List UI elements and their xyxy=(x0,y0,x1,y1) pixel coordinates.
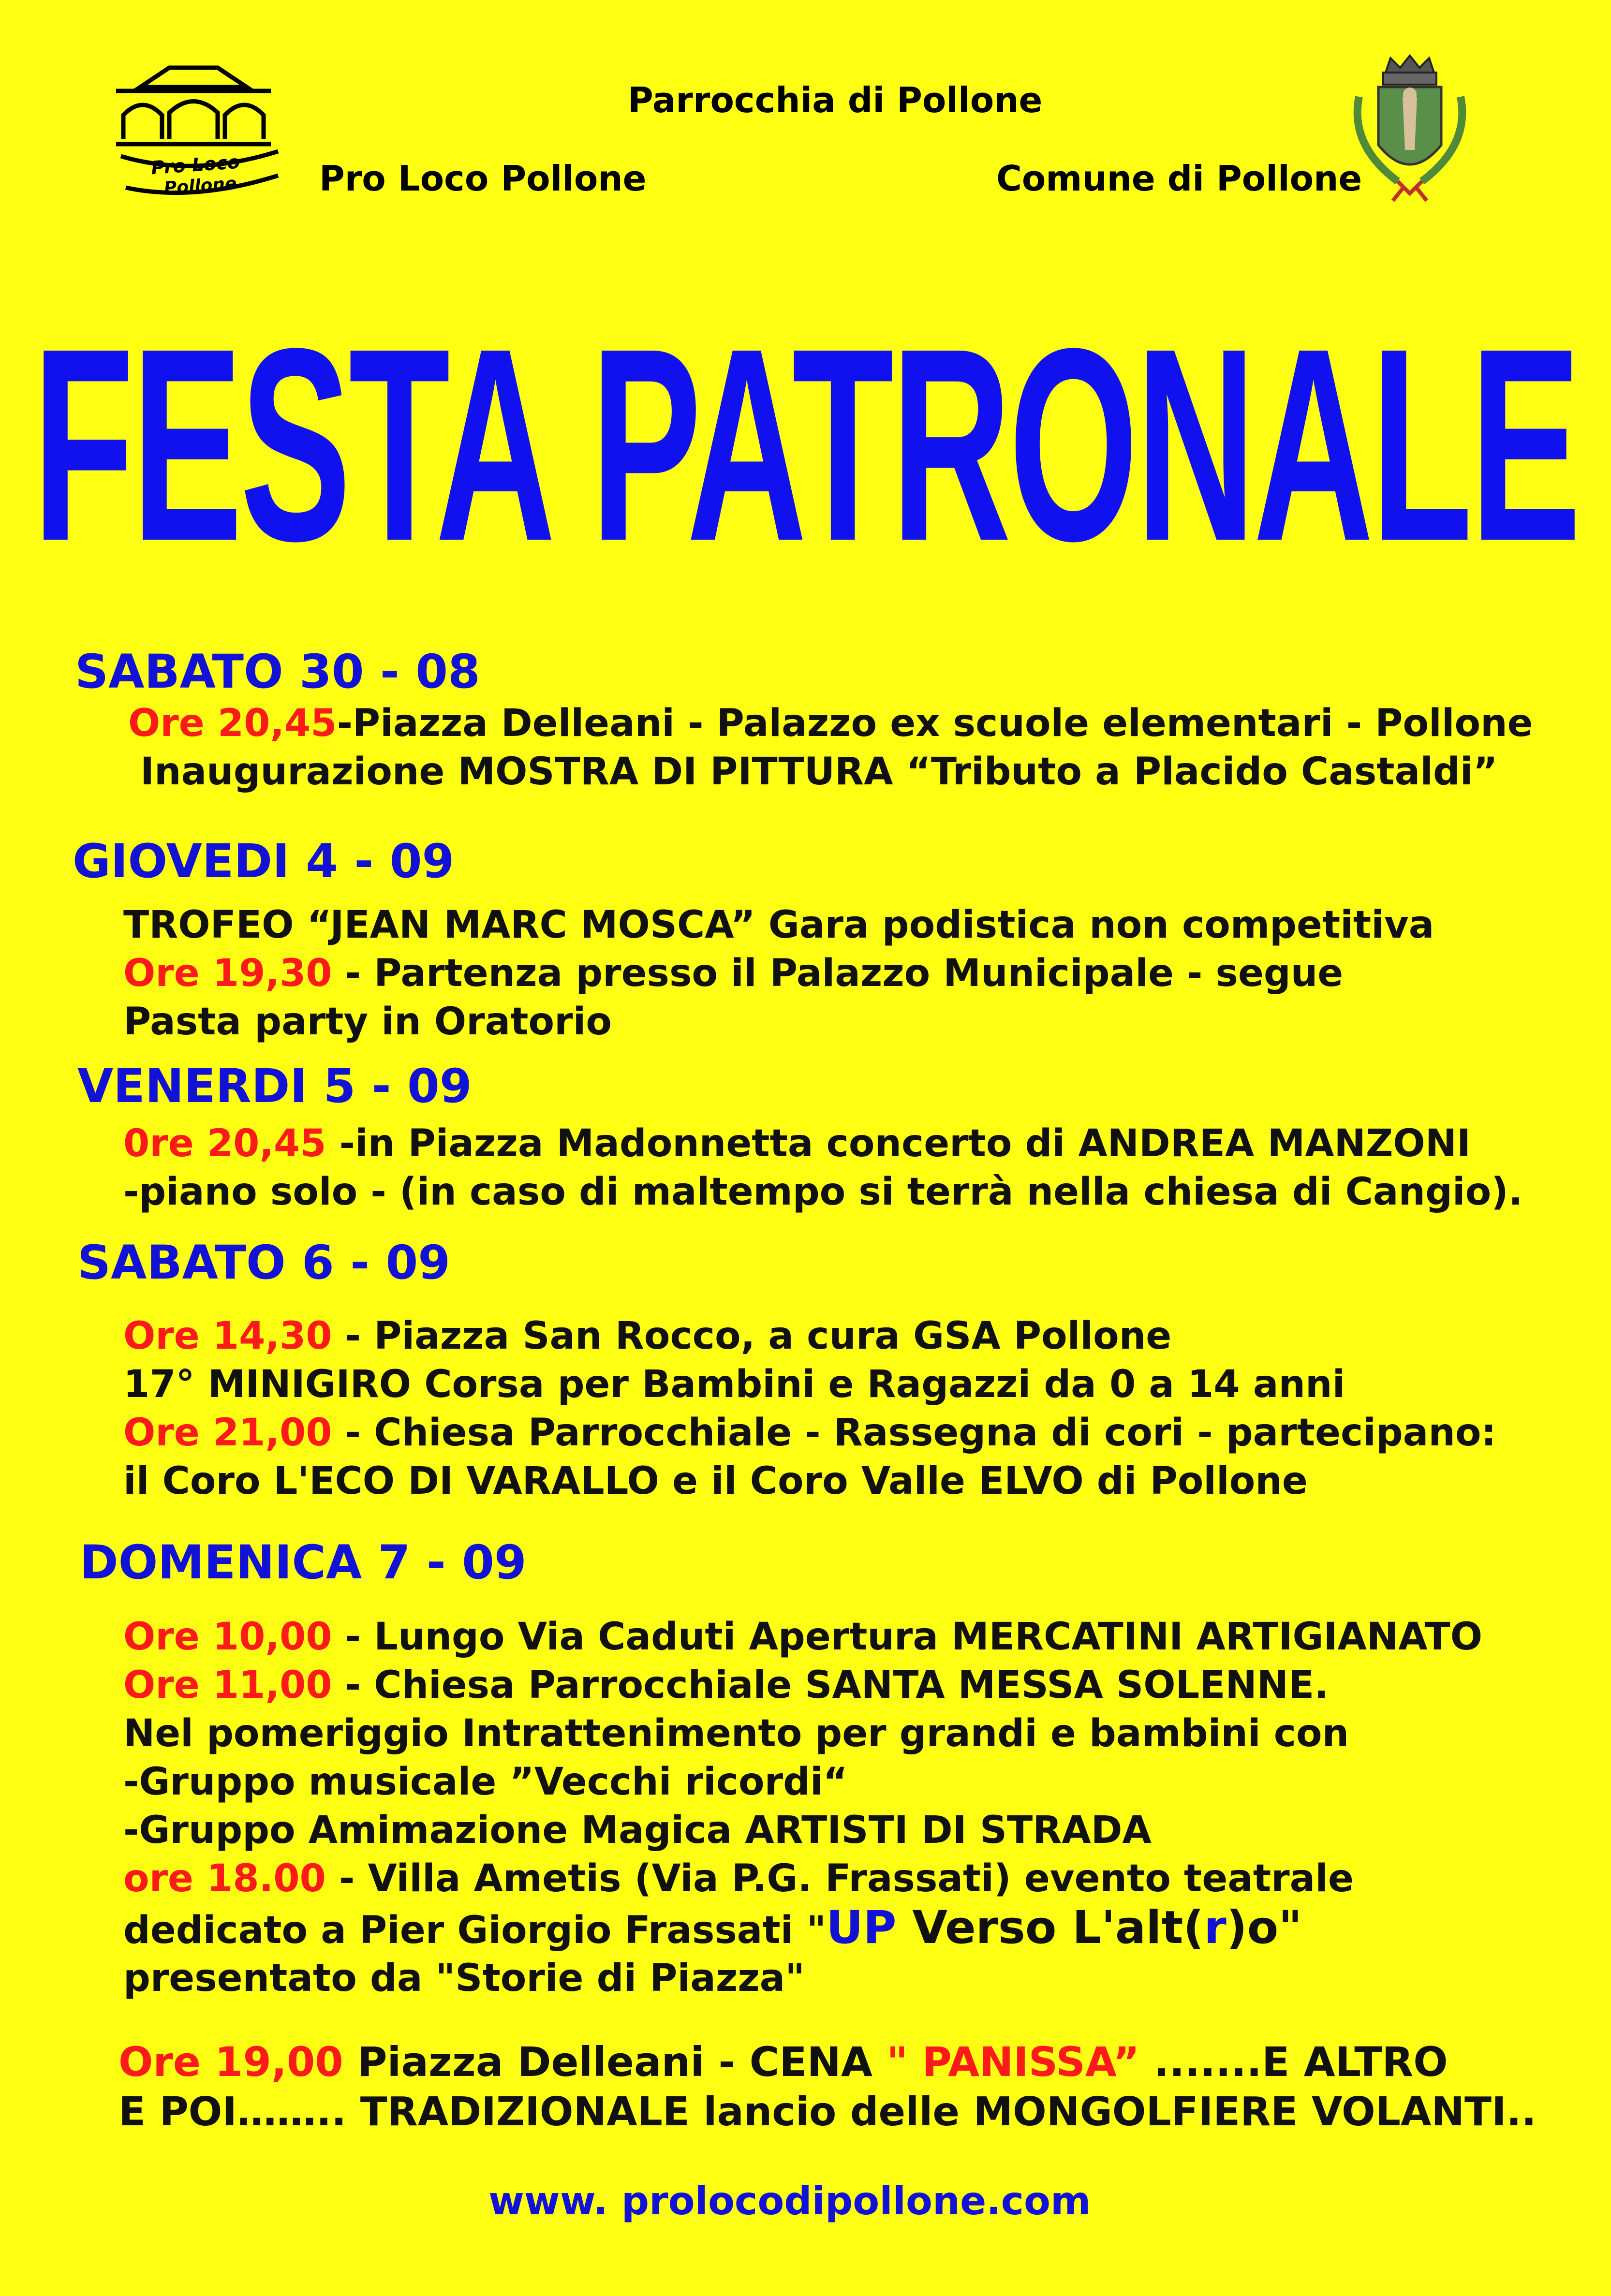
event-text: 17° MINIGIRO Corsa per Bambini e Ragazzi da 0 a 14 anni xyxy=(123,1363,1345,1406)
event-time: 0re 20,45 xyxy=(123,1122,326,1165)
event-text: dedicato a Pier Giorgio Frassati " xyxy=(123,1909,827,1952)
website-link[interactable]: www. prolocodipollone.com xyxy=(488,2178,1091,2223)
dinner-time: Ore 19,00 xyxy=(118,2038,343,2086)
event-line xyxy=(123,1901,1302,1954)
event-line xyxy=(123,1615,1482,1659)
proloco-label: Pro Loco Pollone xyxy=(319,158,647,199)
event-line xyxy=(123,1760,848,1804)
event-text: - Partenza presso il Palazzo Municipale - segue xyxy=(332,952,1344,995)
day-heading: SABATO 30 - 08 xyxy=(75,645,480,699)
day-heading: DOMENICA 7 - 09 xyxy=(80,1535,527,1590)
show-title-up: UP xyxy=(826,1901,897,1954)
event-time: Ore 19,30 xyxy=(123,952,332,995)
event-line xyxy=(123,903,1434,947)
event-text: - Villa Ametis (Via P.G. Frassati) evento teatrale xyxy=(325,1857,1354,1900)
event-time: Ore 10,00 xyxy=(123,1615,332,1659)
show-title-end: )o" xyxy=(1226,1901,1302,1954)
event-line xyxy=(140,750,1498,794)
event-text: Nel pomeriggio Intrattenimento per grandi e bambini con xyxy=(123,1712,1349,1755)
event-text: - Chiesa Parrocchiale - Rassegna di cori - partecipano: xyxy=(332,1411,1496,1455)
event-time: Ore 11,00 xyxy=(123,1663,332,1707)
event-line xyxy=(123,1712,1349,1755)
event-line xyxy=(123,952,1343,995)
event-time: Ore 20,45 xyxy=(128,702,337,745)
finale-line: E POI…….. TRADIZIONALE lancio delle MONGOLFIERE VOLANTI.. xyxy=(118,2089,1537,2135)
day-heading: VENERDI 5 - 09 xyxy=(77,1059,472,1113)
event-text: presentato da "Storie di Piazza" xyxy=(123,1957,805,2000)
event-line xyxy=(123,1663,1329,1707)
logo-text-1: Pro Loco xyxy=(150,151,241,179)
event-line xyxy=(123,1459,1308,1503)
event-text: -in Piazza Madonnetta concerto di ANDREA MANZONI xyxy=(326,1122,1471,1165)
event-line xyxy=(123,1000,612,1044)
event-text: - Chiesa Parrocchiale SANTA MESSA SOLENNE. xyxy=(332,1663,1329,1707)
event-text: -Gruppo Amimazione Magica ARTISTI DI STRADA xyxy=(123,1809,1152,1852)
comune-label: Comune di Pollone xyxy=(996,158,1362,199)
event-line xyxy=(123,1122,1471,1165)
event-line xyxy=(123,1857,1354,1900)
dinner-line xyxy=(118,2038,1448,2086)
event-line xyxy=(123,1314,1171,1358)
dinner-text-end: .......E ALTRO xyxy=(1139,2038,1448,2086)
event-time: ore 18.00 xyxy=(123,1857,326,1900)
event-text: -piano solo - (in caso di maltempo si terrà nella chiesa di Cangio). xyxy=(123,1170,1523,1214)
event-text: TROFEO “JEAN MARC MOSCA” Gara podistica non competitiva xyxy=(123,903,1434,947)
event-line xyxy=(123,1957,805,2000)
event-text: - Lungo Via Caduti Apertura MERCATINI ARTIGIANATO xyxy=(332,1615,1483,1659)
event-text: il Coro L'ECO DI VARALLO e il Coro Valle ELVO di Pollone xyxy=(123,1459,1308,1503)
day-heading: SABATO 6 - 09 xyxy=(77,1236,451,1290)
dinner-text: Piazza Delleani - CENA xyxy=(343,2038,887,2086)
panissa-text: " PANISSA” xyxy=(887,2038,1140,2086)
event-text: -Gruppo musicale ”Vecchi ricordi“ xyxy=(123,1760,848,1804)
event-line xyxy=(123,1411,1496,1455)
comune-coat-of-arms xyxy=(1345,53,1475,208)
title-text: FESTA PATRONALE xyxy=(32,291,1579,598)
event-line xyxy=(123,1809,1152,1852)
day-heading: GIOVEDI 4 - 09 xyxy=(73,834,455,888)
show-title-r: r xyxy=(1204,1901,1227,1954)
pro-loco-logo xyxy=(97,57,290,202)
event-text: -Piazza Delleani - Palazzo ex scuole elementari - Pollone xyxy=(337,702,1533,745)
event-line xyxy=(123,1170,1523,1214)
event-text: Inaugurazione MOSTRA DI PITTURA “Tributo a Placido Castaldi” xyxy=(140,750,1498,794)
event-time: Ore 14,30 xyxy=(123,1314,332,1358)
festa-title xyxy=(0,291,1611,598)
event-time: Ore 21,00 xyxy=(123,1411,332,1455)
logo-text-2: Pollone xyxy=(163,173,237,199)
event-line xyxy=(123,1363,1345,1406)
event-line xyxy=(128,702,1533,745)
show-title-verso: Verso L'alt( xyxy=(896,1901,1204,1954)
event-text: Pasta party in Oratorio xyxy=(123,1000,612,1044)
parrocchia-label: Parrocchia di Pollone xyxy=(628,80,1043,120)
event-text: - Piazza San Rocco, a cura GSA Pollone xyxy=(332,1314,1172,1358)
